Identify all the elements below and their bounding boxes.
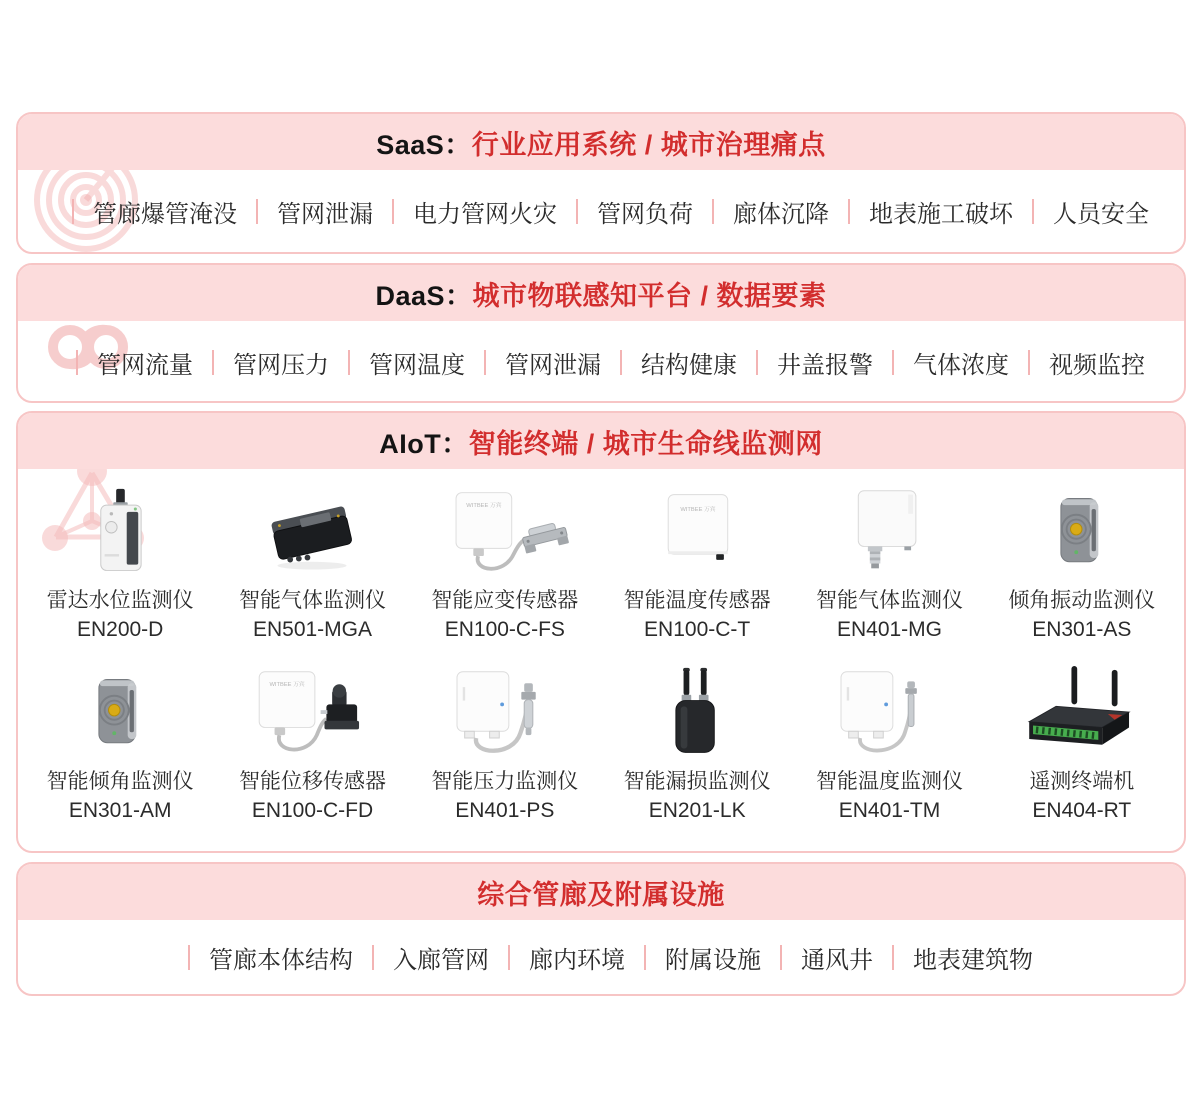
data-element-item: 管网压力 — [193, 345, 329, 380]
section-daas-title-prefix: DaaS： — [375, 280, 473, 311]
section-gallery-title — [18, 864, 1184, 920]
telemetry-terminal-image — [997, 664, 1167, 762]
temperature-sensor-image — [617, 483, 777, 581]
product-name: 倾角振动监测仪 — [1008, 589, 1156, 612]
data-element-item: 井盖报警 — [737, 345, 873, 380]
product-card-EN100-C-T — [601, 483, 793, 644]
section-daas-title — [18, 265, 1184, 321]
product-name: 智能温度传感器 — [623, 589, 771, 612]
section-aiot-title-main: 智能终端 / 城市生命线监测网 — [468, 428, 823, 459]
svg-text:WITBEE 万宾: WITBEE 万宾 — [269, 681, 306, 688]
product-model: EN301-AM — [68, 798, 172, 822]
product-name: 智能压力监测仪 — [431, 769, 579, 793]
product-model: EN100-C-T — [644, 618, 751, 642]
tilt-monitor-image — [40, 664, 200, 762]
pain-point-item: 人员安全 — [1013, 194, 1149, 229]
facility-item: 通风井 — [761, 940, 873, 975]
product-name: 遥测终端机 — [1029, 769, 1135, 793]
product-card-EN100-C-FD — [216, 664, 408, 825]
product-name: 雷达水位监测仪 — [46, 589, 194, 612]
product-name: 智能气体监测仪 — [815, 589, 963, 612]
section-aiot-title-prefix: AIoT： — [379, 428, 469, 459]
gas-monitor-nozzle-image — [809, 483, 969, 581]
svg-text:WITBEE 万宾: WITBEE 万宾 — [466, 503, 502, 510]
data-element-item: 管网温度 — [329, 345, 465, 380]
product-card-EN301-AS — [986, 483, 1178, 644]
section-gallery-items — [18, 920, 1184, 994]
product-model: EN201-LK — [648, 798, 746, 822]
data-element-item: 气体浓度 — [873, 345, 1009, 380]
product-model: EN301-AS — [1032, 618, 1132, 642]
product-card-EN501-MGA — [216, 483, 408, 644]
product-card-EN401-TM — [793, 664, 985, 825]
product-model: EN501-MGA — [252, 618, 373, 642]
data-element-item: 结构健康 — [601, 345, 737, 380]
product-model: EN401-TM — [838, 798, 941, 822]
pain-point-item: 管网泄漏 — [237, 194, 373, 229]
section-saas-title — [18, 114, 1184, 170]
product-grid — [18, 469, 1184, 824]
section-gallery — [16, 862, 1186, 996]
section-aiot — [16, 411, 1186, 853]
product-model: EN200-D — [76, 618, 164, 642]
product-name: 智能位移传感器 — [238, 769, 386, 793]
product-model: EN100-C-FS — [444, 618, 565, 642]
section-daas-title-main: 城市物联感知平台 / 数据要素 — [472, 280, 827, 311]
facility-item: 地表建筑物 — [873, 940, 1033, 975]
radar-water-level-monitor-image — [40, 483, 200, 581]
section-saas-title-main: 行业应用系统 / 城市治理痛点 — [471, 129, 826, 160]
product-card-EN404-RT — [986, 664, 1178, 825]
leak-monitor-image — [617, 664, 777, 762]
facility-item: 附属设施 — [625, 940, 761, 975]
section-saas-items — [18, 170, 1184, 252]
product-model: EN401-PS — [455, 798, 555, 822]
strain-sensor-image — [420, 483, 590, 581]
section-saas — [16, 112, 1186, 254]
pain-point-item: 管廊爆管淹没 — [53, 194, 237, 229]
section-gallery-title-main: 综合管廊及附属设施 — [477, 879, 725, 910]
product-model: EN404-RT — [1032, 798, 1132, 822]
product-card-EN401-MG — [793, 483, 985, 644]
pain-point-item: 电力管网火灾 — [373, 194, 557, 229]
data-element-item: 视频监控 — [1009, 345, 1145, 380]
product-model: EN100-C-FD — [251, 798, 374, 822]
product-name: 智能倾角监测仪 — [46, 769, 194, 793]
section-daas-items — [18, 321, 1184, 403]
product-card-EN301-AM — [24, 664, 216, 825]
pain-point-item: 管网负荷 — [557, 194, 693, 229]
svg-text:WITBEE 万宾: WITBEE 万宾 — [680, 506, 716, 513]
product-name: 智能温度监测仪 — [815, 769, 963, 793]
temperature-monitor-image — [809, 664, 969, 762]
product-name: 智能气体监测仪 — [238, 589, 386, 612]
product-card-EN401-PS — [409, 664, 601, 825]
tilt-vibration-monitor-image — [1002, 483, 1162, 581]
displacement-sensor-image — [227, 664, 397, 762]
pain-point-item: 廊体沉降 — [693, 194, 829, 229]
product-name: 智能漏损监测仪 — [623, 769, 771, 793]
facility-item: 廊内环境 — [489, 940, 625, 975]
section-aiot-title — [18, 413, 1184, 469]
product-card-EN200-D — [24, 483, 216, 644]
product-name: 智能应变传感器 — [431, 589, 579, 612]
pressure-monitor-image — [425, 664, 585, 762]
product-card-EN201-LK — [601, 664, 793, 825]
facility-item: 入廊管网 — [353, 940, 489, 975]
data-element-item: 管网流量 — [57, 345, 193, 380]
section-saas-title-prefix: SaaS： — [376, 129, 472, 160]
facility-item: 管廊本体结构 — [169, 940, 353, 975]
data-element-item: 管网泄漏 — [465, 345, 601, 380]
product-model: EN401-MG — [836, 618, 942, 642]
gas-monitor-black-box-image — [232, 483, 392, 581]
pain-point-item: 地表施工破坏 — [829, 194, 1013, 229]
section-daas — [16, 263, 1186, 403]
product-card-EN100-C-FS — [409, 483, 601, 644]
